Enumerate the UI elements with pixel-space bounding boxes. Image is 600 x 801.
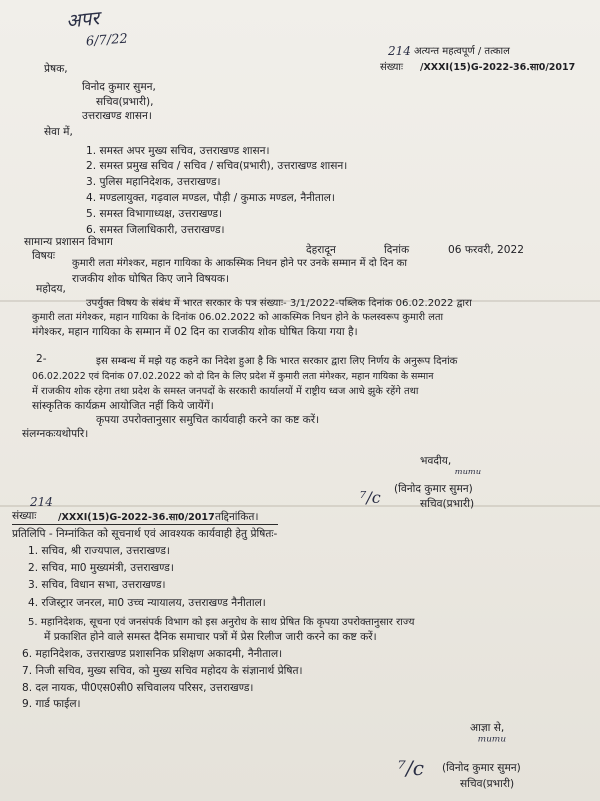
copy-underline: [12, 524, 278, 525]
yours-faithfully: भवदीय,: [420, 455, 452, 467]
recipients-label: सेवा में,: [44, 126, 73, 138]
copy-item: 5. महानिदेशक, सूचना एवं जनसंपर्क विभाग को इस अनुरोध के साथ प्रेषित कि कृपया उपरोक्तानुसार राज्य: [28, 617, 415, 628]
recipient-item: 4. मण्डलायुक्त, गढ़वाल मण्डल, पौड़ी / कुमाऊ मण्डल, नैनीताल।: [86, 192, 335, 204]
copy-item: 1. सचिव, श्री राज्यपाल, उत्तराखण्ड।: [28, 545, 170, 557]
para2-line: सांस्कृतिक कार्यक्रम आयोजित नहीं किये जायेंगें।: [32, 400, 214, 412]
enclosure-note: संलग्नकःयथोपरि।: [22, 428, 89, 440]
copy-item: 4. रजिस्ट्रार जनरल, मा0 उच्च न्यायालय, उत्तराखण्ड नैनीताल।: [28, 597, 266, 609]
initials-mark: ⁷/c: [360, 488, 381, 507]
para2-line: 06.02.2022 एवं दिनांक 07.02.2022 को दो दिन के लिए प्रदेश में कुमारी लता मंगेश्कर, महान गायिका के सम्मान: [32, 371, 434, 382]
copy-number-label: संख्याः: [12, 510, 37, 522]
subject-label: विषयः: [32, 250, 56, 262]
signature-scribble: ᵐᵘᵐᵘ: [455, 467, 482, 482]
copy-item: 7. निजी सचिव, मुख्य सचिव, को मुख्य सचिव महोदय के संज्ञानार्थ प्रेषित।: [22, 665, 303, 677]
para2-line: में राजकीय शोक रहेगा तथा प्रदेश के समस्त जनपदों के सरकारी कार्यालयों में राष्ट्रीय ध्वज आधे झुके रहेंगे तथा: [32, 386, 419, 397]
para1-line: कुमारी लता मंगेश्कर, महान गायिका के दिनांक 06.02.2022 को आकस्मिक निधन होने के फलस्वरूप कुमारी लता: [32, 312, 444, 323]
recipient-item: 5. समस्त विभागाध्यक्ष, उत्तराखण्ड।: [86, 208, 223, 220]
handwritten-note: अपर: [65, 7, 101, 33]
copy-item: 8. दल नायक, पी0एस0सी0 सचिवालय परिसर, उत्तराखण्ड।: [22, 682, 254, 694]
inward-number: 214: [388, 44, 411, 58]
copy-number: /XXXI(15)G-2022-36.सा0/2017: [58, 512, 215, 523]
recipient-item: 3. पुलिस महानिदेशक, उत्तराखण्ड।: [86, 176, 221, 188]
copy-item: 6. महानिदेशक, उत्तराखण्ड प्रशासनिक प्रशिक्षण अकादमी, नैनीताल।: [22, 648, 283, 660]
recipient-item: 1. समस्त अपर मुख्य सचिव, उत्तराखण्ड शासन।: [86, 145, 270, 157]
copy-intro: प्रतिलिपि - निम्नांकित को सूचनार्थ एवं आवश्यक कार्यवाही हेतु प्रेषितः-: [12, 528, 278, 540]
by-order: आज्ञा से,: [470, 722, 505, 734]
date-label: दिनांक: [384, 244, 410, 256]
para1-line: मंगेश्कर, महान गायिका के सम्मान में 02 दिन का राजकीय शोक घोषित किया गया है।: [32, 326, 358, 338]
sender-office: उत्तराखण्ड शासन।: [82, 110, 152, 122]
paper-fold: [0, 505, 600, 507]
para2-line: इस सम्बन्ध में मझे यह कहने का निदेश हुआ है कि भारत सरकार द्वारा लिए निर्णय के अनुरूप दिनांक: [96, 356, 458, 367]
signatory-name: (विनोद कुमार सुमन): [394, 483, 473, 495]
copy-item: 2. सचिव, मा0 मुख्यमंत्री, उत्तराखण्ड।: [28, 562, 174, 574]
letter-date: 06 फरवरी, 2022: [448, 244, 525, 256]
sender-label: प्रेषक,: [44, 63, 68, 75]
copy-item: 3. सचिव, विधान सभा, उत्तराखण्ड।: [28, 579, 166, 591]
signatory-designation: सचिव(प्रभारी): [420, 498, 475, 510]
department-name: सामान्य प्रशासन विभाग: [24, 236, 113, 248]
para1-line: उपर्युक्त विषय के संबंध में भारत सरकार के पत्र संख्याः- 3/1/2022-पब्लिक दिनांक 06.02.2022 द्वारा: [86, 298, 472, 309]
copy-item: 9. गार्ड फाईल।: [22, 698, 81, 710]
handwritten-mark: 6/7/22: [85, 31, 129, 50]
subject-line: कुमारी लता मंगेश्कर, महान गायिका के आकस्मिक निधन होने पर उनके सम्मान में दो दिन का: [72, 258, 408, 269]
recipient-item: 6. समस्त जिलाधिकारी, उत्तराखण्ड।: [86, 224, 225, 236]
salutation: महोदय,: [36, 283, 66, 295]
para2-number: 2-: [36, 353, 47, 365]
footer-initials-mark: ⁷/c: [398, 756, 424, 780]
letter-number-label: संख्याः: [380, 62, 404, 73]
place: देहरादून: [306, 244, 336, 256]
footer-signatory-name: (विनोद कुमार सुमन): [442, 762, 521, 774]
copy-item-continued: में प्रकाशित होने वाले समस्त दैनिक समाचार पत्रों में प्रेस रिलीज जारी करने का कष्ट करें।: [44, 631, 377, 643]
footer-signature-scribble: ᵐᵘᵐᵘ: [478, 734, 507, 750]
sender-designation: सचिव(प्रभारी),: [96, 96, 154, 108]
priority-label: अत्यन्त महत्वपूर्ण / तत्काल: [414, 46, 510, 57]
subject-line: राजकीय शोक घोषित किए जाने विषयक।: [72, 273, 230, 285]
copy-dated: तद्दिनांकित।: [215, 511, 259, 523]
sender-name: विनोद कुमार सुमन,: [82, 81, 156, 93]
footer-signatory-designation: सचिव(प्रभारी): [460, 778, 515, 790]
copy-inward-number: 214: [30, 495, 53, 509]
para2-line: कृपया उपरोक्तानुसार समुचित कार्यवाही करने का कष्ट करें।: [96, 414, 320, 426]
recipient-item: 2. समस्त प्रमुख सचिव / सचिव / सचिव(प्रभारी), उत्तराखण्ड शासन।: [86, 160, 348, 172]
letter-number: /XXXI(15)G-2022-36.सा0/2017: [420, 62, 576, 73]
